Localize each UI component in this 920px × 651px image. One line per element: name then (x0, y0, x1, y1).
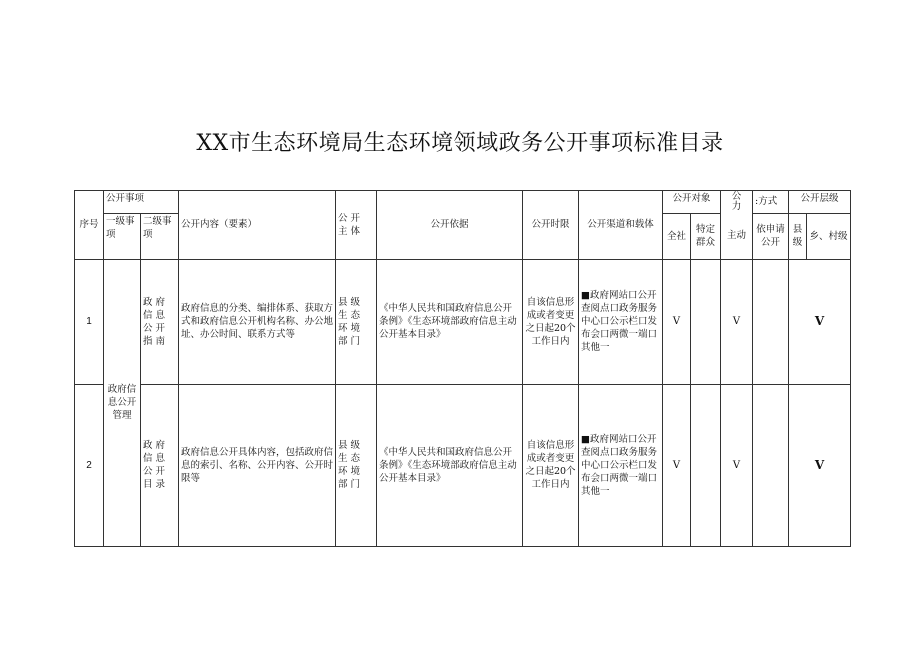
header-subject: 公开主体 (336, 191, 377, 260)
row-channel: ■政府网站口公开查阅点口政务服务中心口公示栏口发布会口两微一端口其他一 (579, 259, 663, 384)
row-content: 政府信息公开具体内容，包括政府信息的索引、名称、公开内容、公开时限等 (179, 384, 336, 546)
header-target-all: 全社 (663, 213, 691, 259)
row-target-all: V (663, 259, 691, 384)
header-target-specific: 特定群众 (691, 213, 721, 259)
row-method-request (753, 259, 789, 384)
header-time-limit: 公开时限 (523, 191, 579, 260)
table-row (75, 384, 851, 546)
catalog-table (74, 190, 851, 547)
row-level1: 政府信息公开管理 (104, 259, 141, 546)
row-seq: 2 (75, 384, 104, 546)
header-row-1 (75, 191, 851, 214)
header-content: 公开内容（要素） (179, 191, 336, 260)
page-title: XX市生态环境局生态环境领域政务公开事项标准目录 (196, 131, 724, 156)
header-method-mark (721, 191, 753, 214)
header-method-top: 公 (731, 191, 742, 202)
header-method-request: 依申请公开 (753, 213, 789, 259)
header-seq: 序号 (75, 191, 104, 260)
header-method-mid: 力 (731, 201, 742, 212)
row-method-active: V (721, 384, 753, 546)
header-level-county: 县级 (789, 213, 807, 259)
header-target: 公开对象 (663, 191, 721, 214)
row-content: 政府信息的分类、编排体系、获取方式和政府信息公开机构名称、办公地址、办公时间、联系方式等 (179, 259, 336, 384)
row-target-all: V (663, 384, 691, 546)
row-seq: 1 (75, 259, 104, 384)
row-level-county: V (789, 384, 851, 546)
table-row (75, 259, 851, 384)
row-basis: 《中华人民共和国政府信息公开条例》《生态环境部政府信息主动公开基本目录》 (377, 384, 523, 546)
row-level-county: V (789, 259, 851, 384)
row-subject: 县级生态环境部门 (336, 384, 377, 546)
header-level-town: 乡、村级 (807, 213, 851, 259)
header-level1: 一级事项 (104, 213, 141, 259)
row-time-limit: 自该信息形成或者变更之日起20个工作日内 (523, 384, 579, 546)
row-method-active: V (721, 259, 753, 384)
header-channel: 公开渠道和载体 (579, 191, 663, 260)
row-target-specific (691, 259, 721, 384)
header-method-active: 主动 (721, 213, 753, 259)
row-time-limit: 自该信息形成或者变更之日起20个工作日内 (523, 259, 579, 384)
header-basis: 公开依据 (377, 191, 523, 260)
row-method-request (753, 384, 789, 546)
row-level2: 政府信息公开指南 (141, 259, 179, 384)
header-method-suffix: :方式 (753, 191, 789, 214)
header-item: 公开事项 (104, 191, 179, 214)
row-level2: 政府信息公开目录 (141, 384, 179, 546)
row-basis: 《中华人民共和国政府信息公开条例》《生态环境部政府信息主动公开基本目录》 (377, 259, 523, 384)
row-target-specific (691, 384, 721, 546)
header-level: 公开层级 (789, 191, 851, 214)
row-channel: ■政府网站口公开查阅点口政务服务中心口公示栏口发布会口两微一端口其他一 (579, 384, 663, 546)
row-subject: 县级生态环境部门 (336, 259, 377, 384)
header-level2: 二级事项 (141, 213, 179, 259)
